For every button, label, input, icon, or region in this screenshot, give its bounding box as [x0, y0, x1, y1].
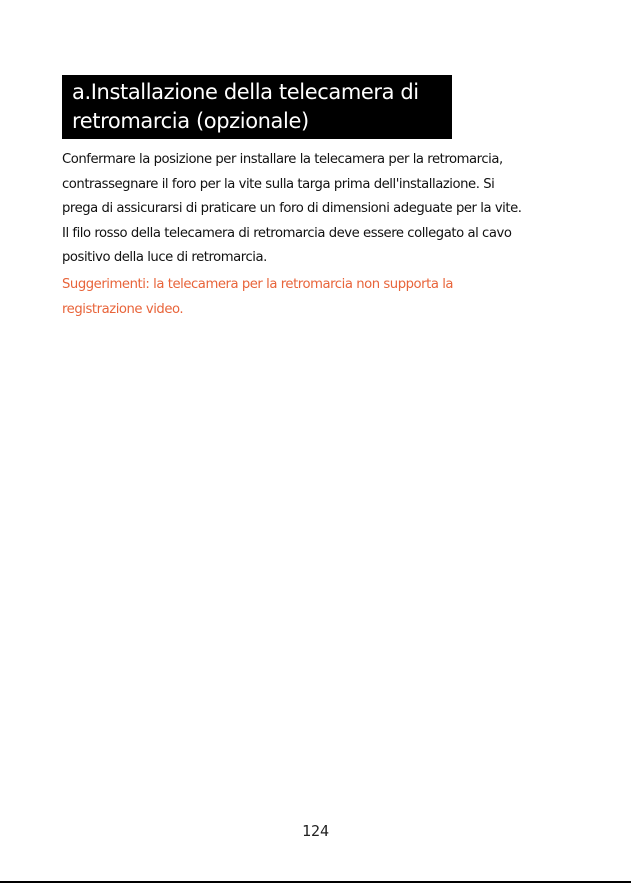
tip-line: registrazione video.	[62, 301, 184, 317]
paragraph-line: Il filo rosso della telecamera di retromarcia deve essere collegato al cavo	[62, 225, 512, 241]
heading-line-2: retromarcia (opzionale)	[72, 109, 309, 133]
tip-note	[62, 273, 572, 322]
paragraph-line: positivo della luce di retromarcia.	[62, 250, 267, 266]
paragraph-line: Confermare la posizione per installare la telecamera per la retromarcia,	[62, 152, 503, 167]
page-number: 124	[301, 822, 330, 840]
instruction-paragraph	[62, 148, 572, 271]
heading-line-1: a.Installazione della telecamera di	[72, 80, 419, 104]
tip-line: Suggerimenti: la telecamera per la retromarcia non supporta la	[62, 276, 454, 292]
paragraph-line: contrassegnare il foro per la vite sulla targa prima dell'installazione. Si	[62, 176, 495, 192]
body-content	[62, 148, 572, 322]
paragraph-line: prega di assicurarsi di praticare un foro di dimensioni adeguate per la vite.	[62, 201, 522, 217]
section-heading	[62, 75, 452, 139]
